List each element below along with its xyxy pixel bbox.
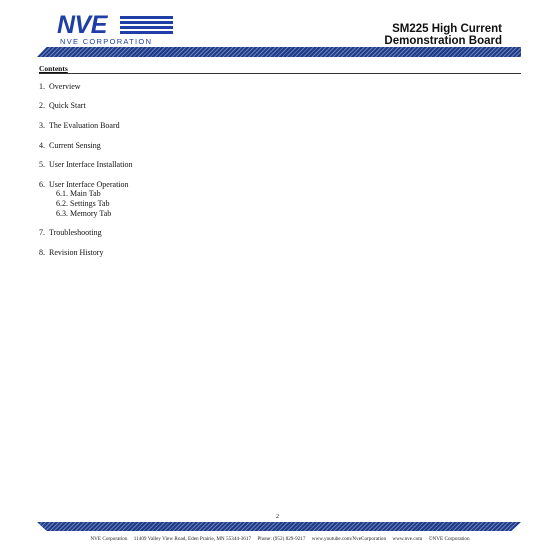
footer-website-link[interactable]: www.nve.com [392, 536, 423, 542]
contents-heading: Contents [39, 64, 68, 73]
footer-youtube-link[interactable]: www.youtube.com/NveCorporation [311, 536, 387, 542]
footer-band [37, 522, 521, 531]
footer-address: 11409 Valley View Road, Eden Prairie, MN 55344-3617 [133, 536, 252, 542]
logo-lines-icon [120, 16, 173, 36]
logo-subtitle: NVE CORPORATION [60, 37, 153, 46]
title-line-1: SM225 High Current [392, 23, 502, 35]
header-band [37, 47, 521, 57]
document-title [384, 24, 502, 47]
footer-company: NVE Corporation [90, 536, 128, 542]
toc-item[interactable]: 8. Revision History [39, 248, 104, 257]
toc-item[interactable]: 2. Quick Start [39, 101, 86, 110]
toc-subitem[interactable]: 6.2. Settings Tab [56, 199, 110, 208]
toc-item[interactable]: 5. User Interface Installation [39, 160, 133, 169]
toc-item[interactable]: 7. Troubleshooting [39, 228, 102, 237]
toc-subitem[interactable]: 6.3. Memory Tab [56, 209, 112, 218]
logo-wordmark: NVE [57, 11, 107, 39]
toc-item[interactable]: 4. Current Sensing [39, 141, 101, 150]
footer [0, 536, 560, 542]
toc-subitem[interactable]: 6.1. Main Tab [56, 189, 101, 198]
nve-logo [57, 11, 173, 46]
footer-copyright: ©NVE Corporation [428, 536, 470, 542]
toc-item[interactable]: 6. User Interface Operation [39, 180, 129, 189]
toc-item[interactable]: 3. The Evaluation Board [39, 121, 120, 130]
toc-item[interactable]: 1. Overview [39, 82, 81, 91]
contents-rule [39, 73, 521, 74]
title-line-2: Demonstration Board [384, 34, 502, 47]
footer-phone: Phone: (952) 829-9217 [257, 536, 306, 542]
page-number: 2 [276, 514, 279, 520]
